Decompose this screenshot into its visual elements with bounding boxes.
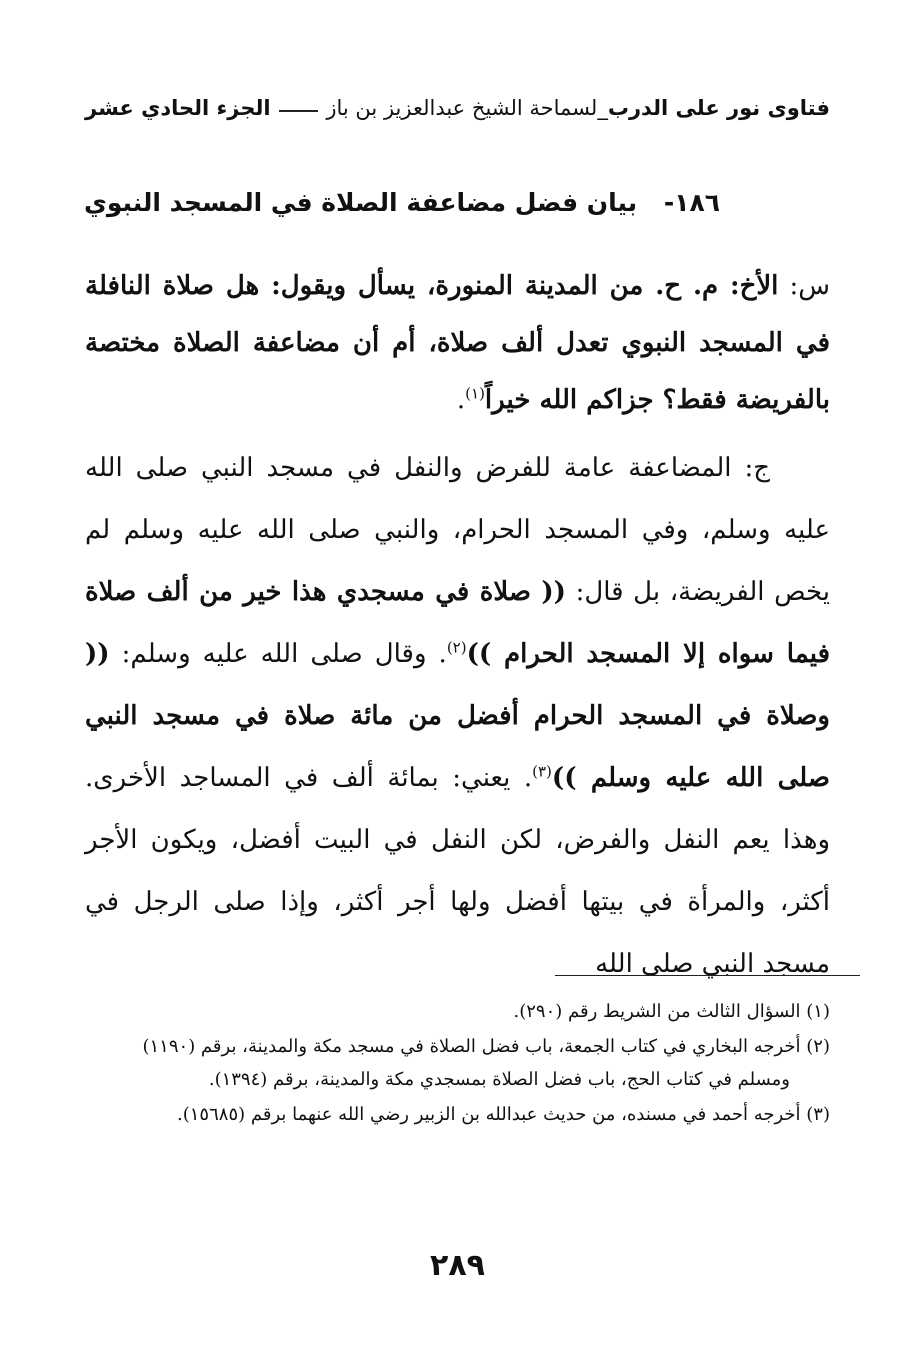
footnote-2 <box>85 1030 830 1096</box>
header-book-title: فتاوى نور على الدرب <box>607 96 830 120</box>
question-end: . <box>456 385 466 415</box>
header-dash: _ <box>597 96 608 120</box>
answer-text-2: . وقال صلى الله عليه وسلم: <box>121 639 447 669</box>
answer-paragraph <box>85 437 830 995</box>
header-volume: الجزء الحادي عشر <box>85 96 271 120</box>
page-number: ٢٨٩ <box>430 1248 485 1283</box>
footnotes <box>85 995 830 1133</box>
running-header <box>85 88 830 128</box>
hadith-quote-1: (( صلاة في مسجدي هذا خير من ألف صلاة فيما سواه إلا المسجد الحرام )) <box>85 577 831 669</box>
footnote-separator <box>555 975 860 976</box>
header-rule <box>279 110 319 112</box>
question-paragraph <box>85 258 830 429</box>
fatwa-number: ١٨٦- <box>663 188 720 217</box>
hadith-quote-2: (( وصلاة في المسجد الحرام أفضل من مائة صلاة في مسجد النبي صلى الله عليه وسلم )) <box>85 639 830 793</box>
footnote-2-line-1: (٢) أخرجه البخاري في كتاب الجمعة، باب فضل الصلاة في مسجد مكة والمدينة، برقم (١١٩٠) <box>142 1036 830 1057</box>
answer-text-3: . يعني: بمائة ألف في المساجد الأخرى. وهذا يعم النفل والفرض، لكن النفل في البيت أفضل، ويكون الأجر أكثر، والمرأة في بيتها أفضل ولها أجر أكثر، وإذا صلى الرجل في مسجد النبي صلى الله <box>85 763 830 979</box>
question-tag: س: <box>789 271 830 301</box>
footnote-ref-2: (٢) <box>446 638 467 657</box>
question-text: الأخ: م. ح. من المدينة المنورة، يسأل ويقول: هل صلاة النافلة في المسجد النبوي تعدل ألف صلاة، أم أن مضاعفة الصلاة مختصة بالفريضة فقط؟ جزاكم الله خيراً <box>85 271 830 415</box>
footnote-ref-1: (١) <box>465 384 485 403</box>
answer-tag: ج: <box>744 453 770 483</box>
answer-text-1: المضاعفة عامة للفرض والنفل في مسجد النبي صلى الله عليه وسلم، وفي المسجد الحرام، والنبي صلى الله عليه وسلم لم يخص الفريضة، بل قال: <box>85 453 830 607</box>
fatwa-title: بيان فضل مضاعفة الصلاة في المسجد النبوي <box>83 188 638 217</box>
footnote-2-line-2: ومسلم في كتاب الحج، باب فضل الصلاة بمسجدي مكة والمدينة، برقم (١٣٩٤). <box>208 1069 790 1090</box>
footnote-ref-3: (٣) <box>532 762 552 781</box>
footnote-3: (٣) أخرجه أحمد في مسنده، من حديث عبدالله بن الزبير رضي الله عنهما برقم (١٥٦٨٥). <box>177 1104 830 1125</box>
fatwa-heading <box>85 188 720 217</box>
footnote-1: (١) السؤال الثالث من الشريط رقم (٢٩٠). <box>513 1001 830 1022</box>
header-author: لسماحة الشيخ عبدالعزيز بن باز <box>326 96 598 120</box>
